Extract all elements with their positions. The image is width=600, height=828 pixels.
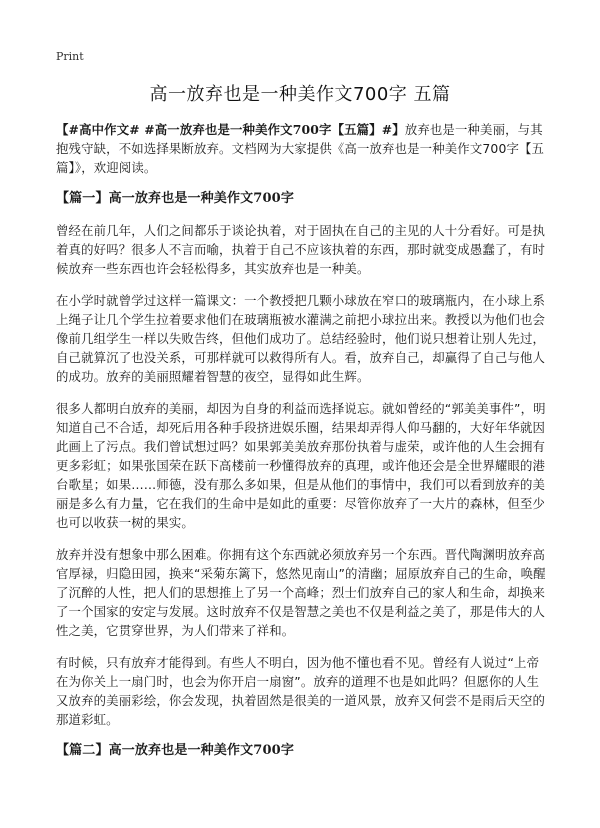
paragraph: 有时候，只有放弃才能得到。有些人不明白，因为他不懂也看不见。曾经有人说过“上帝在为你关上一扇门时，也会为你开启一扇窗”。放弃的道理不也是如此吗？但愿你的人生又放弃的美丽彩绘，你会发现，执着固然是很美的一道风景，放弃又何尝不是雨后天空的那道彩虹。 (56, 655, 546, 727)
article-body (56, 120, 546, 773)
page-title: 高一放弃也是一种美作文700字 五篇 (149, 84, 451, 105)
intro-text: 放弃也是一种美丽，与其抱残守缺，不如选择果断放弃。文档网为大家提供《高一放弃也是一种美作文700字【五篇】》，欢迎阅读。 (56, 122, 545, 175)
section-heading-2: 【篇二】高一放弃也是一种美作文700字 (56, 743, 294, 758)
paragraph: 在小学时就曾学过这样一篇课文：一个教授把几颗小球放在窄口的玻璃瓶内，在小球上系上绳子让几个学生拉着要求他们在玻璃瓶被水灌满之前把小球拉出来。教授以为他们也会像前几组学生一样以失败告终，但他们成功了。总结经验时，他们说只想着让别人先过，自己就算沉了也没关系，可那样就可以救得所有人。看，放弃自己，却赢得了自己与他人的成功。放弃的美丽照耀着智慧的夜空，显得如此生辉。 (56, 293, 546, 384)
intro-paragraph (56, 120, 546, 177)
paragraph: 放弃并没有想象中那么困难。你拥有这个东西就必须放弃另一个东西。晋代陶渊明放弃高官厚禄，归隐田园，换来“采菊东篱下，悠然见南山”的清幽；屈原放弃自己的生命，唤醒了沉醉的人性，把人们的思想推上了另一个高峰；烈士们放弃自己的家人和生命，却换来了一个国家的安定与发展。这时放弃不仅是智慧之美也不仅是利益之美了，那是伟大的人性之美，它贯穿世界，为人们带来了祥和。 (56, 547, 546, 638)
intro-tags: 【#高中作文# #高一放弃也是一种美作文700字【五篇】#】 (56, 122, 405, 137)
paragraph: 很多人都明白放弃的美丽，却因为自身的利益而选择说忘。就如曾经的“郭美美事件”，明知道自己不合适，却死后用各种手段挤进娱乐圈，结果却弄得人仰马翻的，大好年华就因此画上了污点。我们曾试想过吗？如果郭美美放弃那份执着与虚荣，或许他的人生会拥有更多彩虹；如果张国荣在跃下高楼前一秒懂得放弃的真理，或许他还会是全世界耀眼的港台歌星；如果……师德，没有那么多如果，但是从他们的事情中，我们可以看到放弃的美丽是多么有力量，它在我们的生命中是如此的重要：尽管你放弃了一大片的森林，但至少也可以收获一树的果实。 (56, 401, 546, 530)
section-heading-1: 【篇一】高一放弃也是一种美作文700字 (56, 191, 294, 206)
print-link[interactable]: Print (56, 50, 84, 63)
paragraph: 曾经在前几年，人们之间都乐于谈论执着，对于固执在自己的主见的人十分看好。可是执着真的好吗？很多人不言而喻，执着于自己不应该执着的东西，那时就变成愚蠢了，有时候放弃一些东西也许会轻松得多，其实放弃也是一种美。 (56, 223, 546, 276)
